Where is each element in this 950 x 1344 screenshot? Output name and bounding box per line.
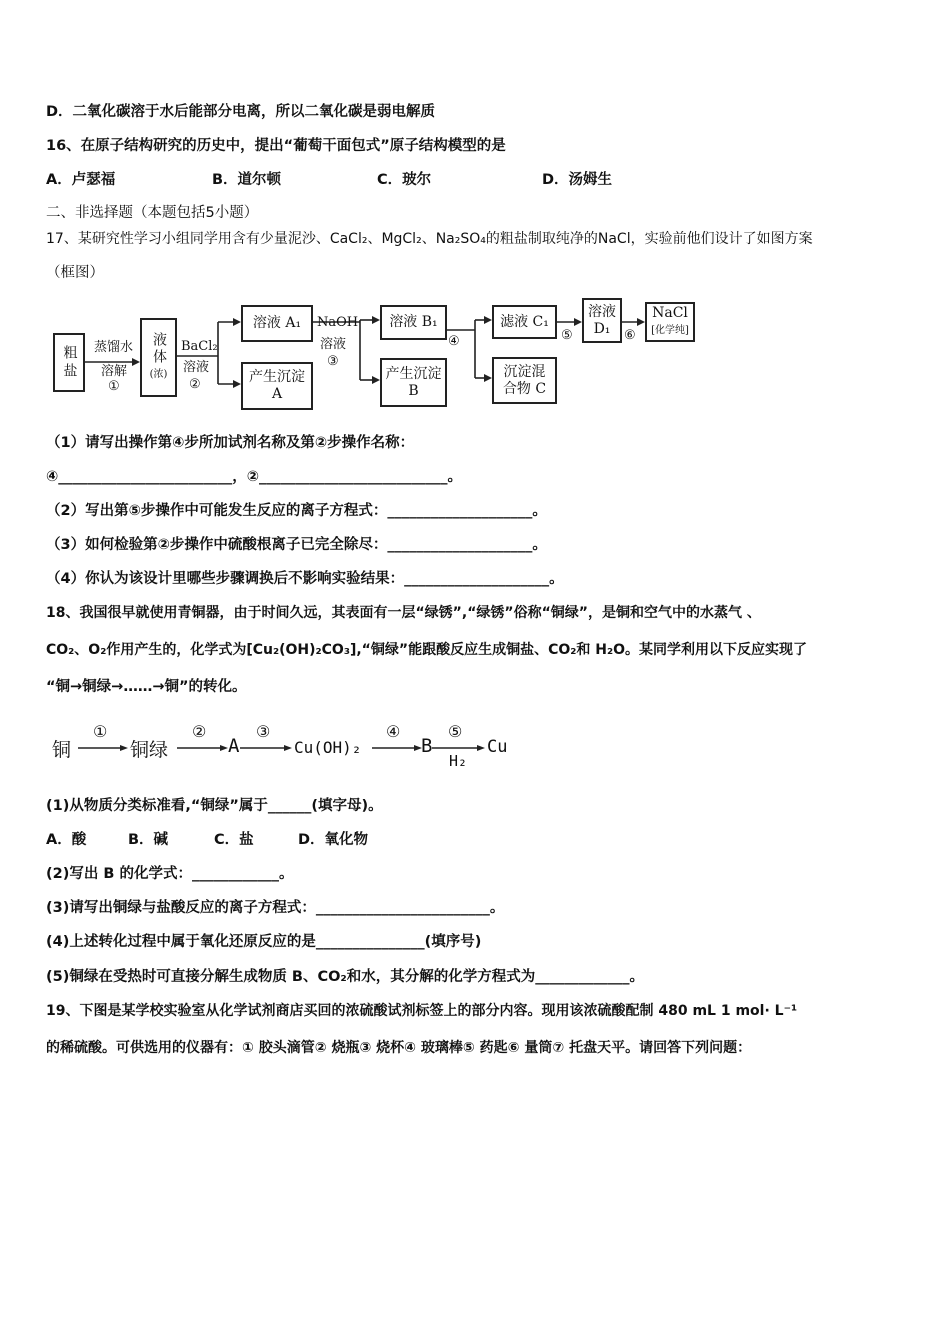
q16-option-a: A．卢瑟福 [46, 172, 116, 188]
step5-number: ⑤ [561, 328, 573, 343]
precipitate-a-id: A [271, 386, 283, 402]
q18-part5: (5)铜绿在受热时可直接分解生成物质 B、CO₂和水，其分解的化学方程式为_____________。 [46, 969, 645, 985]
solution-a1-label: 溶液 A₁ [252, 315, 302, 331]
step2-number: ② [189, 377, 201, 392]
nacl-note: [化学纯] [651, 325, 689, 336]
q16-stem: 16、在原子结构研究的历史中，提出“葡萄干面包式”原子结构模型的是 [46, 138, 506, 154]
step1-number: ① [108, 379, 120, 394]
q19-stem: 19、下图是某学校实验室从化学试剂商店买回的浓硫酸试剂标签上的部分内容。现用该浓硫酸配制 480 mL 1 mol· L⁻¹ [46, 1003, 798, 1019]
q18-option-b: B．碱 [128, 832, 169, 848]
step1-number: ① [93, 722, 108, 741]
q17-part2: （2）写出第⑤步操作中可能发生反应的离子方程式：____________________。 [46, 503, 547, 519]
q18-stem-end: “铜→铜绿→……→铜”的转化。 [46, 679, 247, 695]
q18-option-a: A．酸 [46, 832, 87, 848]
step5-number: ⑤ [448, 722, 463, 741]
step3-number: ③ [327, 354, 339, 369]
copper-hydroxide-label: Cu(OH)₂ [294, 738, 362, 757]
filtrate-c1-label: 滤液 C₁ [500, 313, 549, 330]
q17-stem-cont: （框图） [46, 265, 104, 281]
step4-number: ④ [448, 334, 460, 349]
substance-a-label: A [228, 735, 240, 757]
q18-part1: (1)从物质分类标准看,“铜绿”属于______(填字母)。 [46, 798, 383, 814]
precipitate-c-label: 沉淀混 [503, 363, 546, 380]
liquid-label: 液体 [151, 332, 167, 366]
hydrogen-label: H₂ [449, 752, 468, 770]
precipitate-b-label: 产生沉淀 [385, 365, 442, 382]
step3-reagent: NaOH [317, 315, 359, 330]
solution-b1-label: 溶液 B₁ [389, 314, 438, 330]
q17-part1-blanks: ④________________________，②__________________________。 [46, 469, 463, 485]
q17-stem: 17、某研究性学习小组同学用含有少量泥沙、CaCl₂、MgCl₂、Na₂SO₄的粗盐制取纯净的NaCl，实验前他们设计了如图方案 [46, 231, 813, 247]
step1-reagent: 蒸馏水 [94, 340, 134, 355]
q16-option-b: B．道尔顿 [212, 172, 282, 188]
q19-stem-cont: 的稀硫酸。可供选用的仪器有：① 胶头滴管② 烧瓶③ 烧杯④ 玻璃棒⑤ 药匙⑥ 量筒⑦ 托盘天平。请回答下列问题： [46, 1040, 752, 1056]
substance-b-label: B [421, 735, 433, 757]
solution-d1-label: 溶液 [588, 303, 616, 320]
verdigris-label: 铜绿 [130, 739, 169, 761]
step1-operation: 溶解 [101, 364, 128, 379]
q18-option-c: C．盐 [214, 832, 254, 848]
solution-d1-id: D₁ [593, 320, 611, 337]
step2-reagent: BaCl₂ [181, 339, 218, 354]
q16-option-c: C．玻尔 [377, 172, 432, 188]
nacl-label: NaCl [652, 305, 688, 321]
step6-number: ⑥ [624, 328, 636, 343]
precipitate-a-label: 产生沉淀 [249, 369, 305, 385]
copper-label: 铜 [52, 739, 72, 761]
precipitate-b-id: B [408, 382, 419, 399]
step3-number: ③ [256, 722, 271, 741]
q18-option-d: D．氧化物 [298, 832, 369, 848]
q17-part4: （4）你认为该设计里哪些步骤调换后不影响实验结果：____________________。 [46, 571, 564, 587]
q16-option-d: D．汤姆生 [542, 172, 613, 188]
q15-option-d: D．二氧化碳溶于水后能部分电离，所以二氧化碳是弱电解质 [46, 104, 436, 120]
step3-solution: 溶液 [320, 337, 347, 352]
q18-stem-cont: CO₂、O₂作用产生的，化学式为[Cu₂(OH)₂CO₃],“铜绿”能跟酸反应生成铜盐、CO₂和 H₂O。某同学利用以下反应实现了 [46, 642, 808, 658]
q18-part2: (2)写出 B 的化学式：____________。 [46, 866, 294, 882]
copper-end-label: Cu [487, 737, 508, 757]
q18-part4: (4)上述转化过程中属于氧化还原反应的是_______________(填序号) [46, 934, 482, 950]
section-heading: 二、非选择题（本题包括5小题） [46, 205, 259, 221]
step4-number: ④ [386, 722, 401, 741]
crude-salt-label: 粗盐 [61, 344, 78, 381]
q17-part3: （3）如何检验第②步操作中硫酸根离子已完全除尽：____________________。 [46, 537, 547, 553]
liquid-note: (浓) [149, 369, 168, 380]
step2-solution: 溶液 [183, 360, 210, 375]
q17-part1: （1）请写出操作第④步所加试剂名称及第②步操作名称： [46, 435, 415, 451]
step2-number: ② [192, 722, 207, 741]
q18-stem: 18、我国很早就使用青铜器，由于时间久远，其表面有一层“绿锈”,“绿锈”俗称“铜绿”，是铜和空气中的水蒸气 、 [46, 605, 761, 621]
q18-part3: (3)请写出铜绿与盐酸反应的离子方程式：________________________。 [46, 900, 505, 916]
precipitate-c-id: 合物 C [502, 380, 547, 397]
